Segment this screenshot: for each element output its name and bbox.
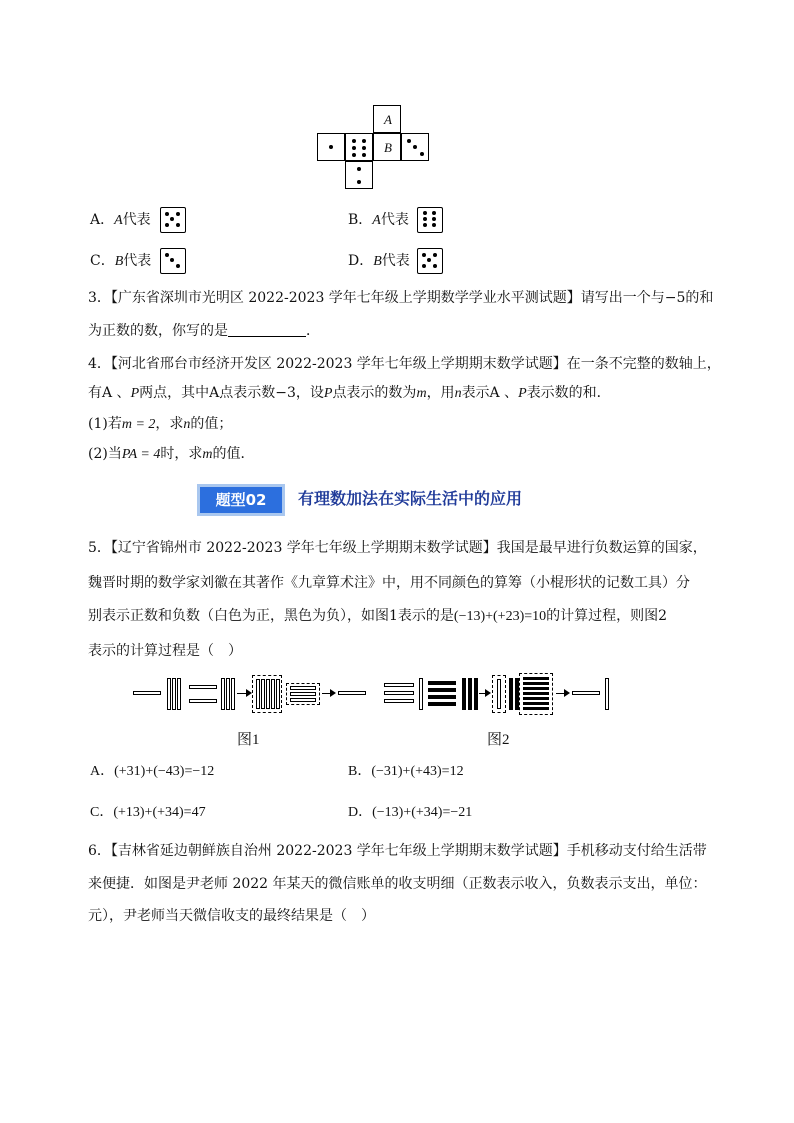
option-b-var: A — [372, 213, 381, 228]
net-cell-b — [373, 133, 401, 161]
q5-option-d[interactable]: D．(−13)+(+34)=−21 — [348, 805, 473, 820]
q6-line-3: 元），尹老师当天微信收支的最终结果是（ ） — [88, 908, 375, 924]
net-cell-three — [401, 133, 429, 161]
net-cell-six — [345, 133, 373, 161]
section-tag: 题型02 — [197, 484, 285, 516]
q4-text-e: 表示A 、 — [461, 385, 519, 401]
q5-option-c[interactable]: C．(+13)+(+34)=47 — [90, 805, 206, 820]
die-face-five-b-icon — [417, 248, 443, 274]
q5-line-1: 5．【辽宁省锦州市 2022-2023 学年七年级上学期期末数学试题】我国是最早进行负数运算的国家， — [88, 540, 707, 556]
q4-var-n: n — [454, 386, 462, 401]
option-a-text: 代表 — [122, 212, 151, 228]
option-a-prefix: A． — [90, 212, 115, 228]
option-d-prefix: D． — [348, 253, 374, 269]
net-label-a: A — [384, 112, 392, 127]
q4-part2-a: (2)当 — [88, 446, 122, 462]
q4-var-p2: P — [323, 386, 333, 401]
option-d-var: B — [373, 254, 382, 269]
q4-part-1 — [88, 414, 232, 435]
q3-line-1: 3．【广东省深圳市光明区 2022-2023 学年七年级上学期数学学业水平测试题】请写出一个与−5的和 — [88, 290, 714, 306]
q5-line-3 — [88, 606, 667, 627]
q4-part1-eq: m = 2 — [121, 417, 156, 432]
q2-option-b[interactable] — [348, 210, 409, 231]
q5-line-3-b: 的计算过程，则图2 — [546, 608, 668, 624]
q4-part2-b: 时，求 — [160, 446, 203, 462]
q4-part2-c: 的值． — [212, 446, 255, 462]
die-face-five-icon — [160, 207, 186, 233]
q6-line-2: 来便捷．如图是尹老师 2022 年某天的微信账单的收支明细（正数表示收入，负数表示支出，单位： — [88, 876, 707, 892]
q4-part1-c: 的值； — [190, 416, 233, 432]
die-face-six-icon — [417, 207, 443, 233]
option-c-prefix: C． — [90, 253, 115, 269]
q5-option-b[interactable]: B．(−31)+(+43)=12 — [348, 764, 464, 779]
q2-option-c[interactable] — [90, 251, 151, 272]
q4-part1-a: (1)若 — [88, 416, 122, 432]
q4-line-2 — [88, 383, 611, 404]
net-cell-two — [345, 161, 373, 189]
option-c-var: B — [114, 254, 124, 269]
figure-1-caption: 图1 — [237, 732, 260, 748]
q4-var-p3: P — [518, 386, 527, 401]
q4-part1-n: n — [183, 417, 191, 432]
q3-answer-blank[interactable] — [228, 322, 306, 337]
net-cell-one — [317, 133, 345, 161]
q2-option-d[interactable] — [348, 251, 410, 272]
q2-option-a[interactable] — [90, 210, 151, 231]
die-face-three-icon — [160, 248, 186, 274]
q6-line-1: 6．【吉林省延边朝鲜族自治州 2022-2023 学年七年级上学期期末数学试题】手机移动支付给生活带 — [88, 843, 707, 859]
q4-text-b: 两点，其中A点表示数−3，设 — [139, 385, 324, 401]
figure-2-caption: 图2 — [487, 732, 510, 748]
net-label-b: B — [384, 140, 392, 155]
q4-line-1: 4．【河北省邢台市经济开发区 2022-2023 学年七年级上学期期末数学试题】在一条不完整的数轴上， — [88, 356, 721, 372]
option-b-prefix: B． — [348, 212, 373, 228]
q4-text-d: ，用 — [426, 385, 455, 401]
option-a-var: A — [114, 213, 123, 228]
q4-text-c: 点表示的数为 — [332, 385, 417, 401]
q4-part2-eq: PA = 4 — [121, 447, 161, 462]
option-d-text: 代表 — [381, 253, 410, 269]
q4-part-2 — [88, 444, 254, 465]
q4-var-p: P — [130, 386, 140, 401]
net-cell-a — [373, 105, 401, 133]
q5-equation: (−13)+(+23)=10 — [453, 609, 547, 624]
q5-option-a[interactable]: A．(+31)+(−43)=−12 — [90, 764, 215, 779]
q4-part2-m: m — [202, 447, 213, 462]
q4-var-m: m — [416, 386, 427, 401]
q4-part1-b: ，求 — [155, 416, 184, 432]
section-title: 有理数加法在实际生活中的应用 — [298, 489, 523, 508]
q3-line-2 — [88, 321, 320, 341]
option-c-text: 代表 — [123, 253, 152, 269]
q5-line-4: 表示的计算过程是（ ） — [88, 643, 242, 659]
q4-text-f: 表示数的和． — [526, 385, 611, 401]
q3-period: ． — [306, 323, 320, 339]
q3-prompt: 为正数的数，你写的是 — [88, 323, 228, 339]
q5-line-2: 魏晋时期的数学家刘徽在其著作《九章算术注》中，用不同颜色的算筹（小棍形状的记数工具）分 — [88, 575, 690, 591]
q5-line-3-a: 别表示正数和负数（白色为正，黑色为负），如图1表示的是 — [88, 608, 454, 624]
q4-text-a: 有A 、 — [88, 385, 131, 401]
option-b-text: 代表 — [380, 212, 409, 228]
